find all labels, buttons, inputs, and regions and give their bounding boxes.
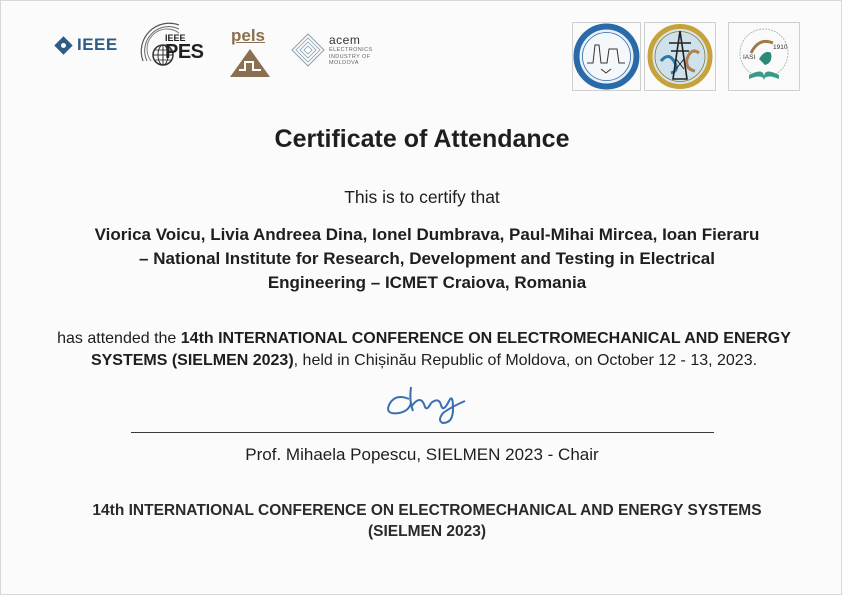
certify-line: This is to certify that — [344, 187, 500, 207]
pels-logo — [229, 28, 271, 78]
acem-logo — [291, 31, 391, 71]
certificate-title: Certificate of Attendance — [274, 125, 570, 153]
pels-text: pels — [231, 26, 266, 45]
footer-conference-acronym: (SIELMEN 2023) — [367, 523, 486, 540]
signature-line — [131, 432, 714, 433]
ieee-diamond-icon — [54, 36, 72, 54]
ieee-pes-logo — [139, 21, 211, 71]
institution-line: – National Institute for Research, Development and Testing in Electrical — [139, 249, 715, 268]
faculty-electrical-engineering-seal — [572, 22, 641, 91]
circuit-seal-icon — [573, 23, 640, 90]
attended-suffix: , held in Chișinău Republic of Moldova, on October 12 - 13, 2023. — [293, 352, 758, 369]
conference-name-part1: 14th INTERNATIONAL CONFERENCE ON ELECTROMECHANICAL AND ENERGY — [180, 330, 791, 347]
institution-line: Engineering – ICMET Craiova, Romania — [267, 273, 587, 292]
attended-prefix: has attended the — [57, 330, 181, 347]
electrical-tower-seal — [644, 22, 716, 91]
signature — [381, 383, 476, 433]
signatory-name: Prof. Mihaela Popescu, SIELMEN 2023 - Chair — [245, 445, 599, 464]
attendee-names — [21, 223, 833, 295]
ieee-logo-text: IEEE — [77, 35, 118, 54]
acem-title: acem — [329, 33, 361, 47]
conference-name-part2: SYSTEMS (SIELMEN 2023) — [90, 352, 294, 369]
attendance-statement — [19, 328, 829, 372]
pels-triangle-icon — [229, 48, 271, 78]
iasi-university-seal — [728, 22, 800, 91]
svg-text:IASI: IASI — [743, 54, 756, 61]
attendee-names-line: Viorica Voicu, Livia Andreea Dina, Ionel Dumbrava, Paul-Mihai Mircea, Ioan Fieraru — [94, 225, 760, 244]
ieee-logo — [57, 35, 118, 55]
iasi-book-icon — [729, 23, 799, 90]
svg-text:1910: 1910 — [773, 44, 788, 51]
pes-text: PES — [165, 41, 204, 63]
handwritten-signature-icon — [381, 383, 476, 428]
acem-maze-icon — [291, 33, 325, 67]
acem-subtitle: ELECTRONICS INDUSTRY OF MOLDOVA — [329, 47, 373, 66]
footer-conference-name: 14th INTERNATIONAL CONFERENCE ON ELECTROMECHANICAL AND ENERGY SYSTEMS — [92, 502, 762, 519]
pes-ieee-text: IEEE — [165, 33, 186, 43]
conference-footer — [21, 500, 833, 542]
power-tower-icon — [645, 23, 715, 90]
